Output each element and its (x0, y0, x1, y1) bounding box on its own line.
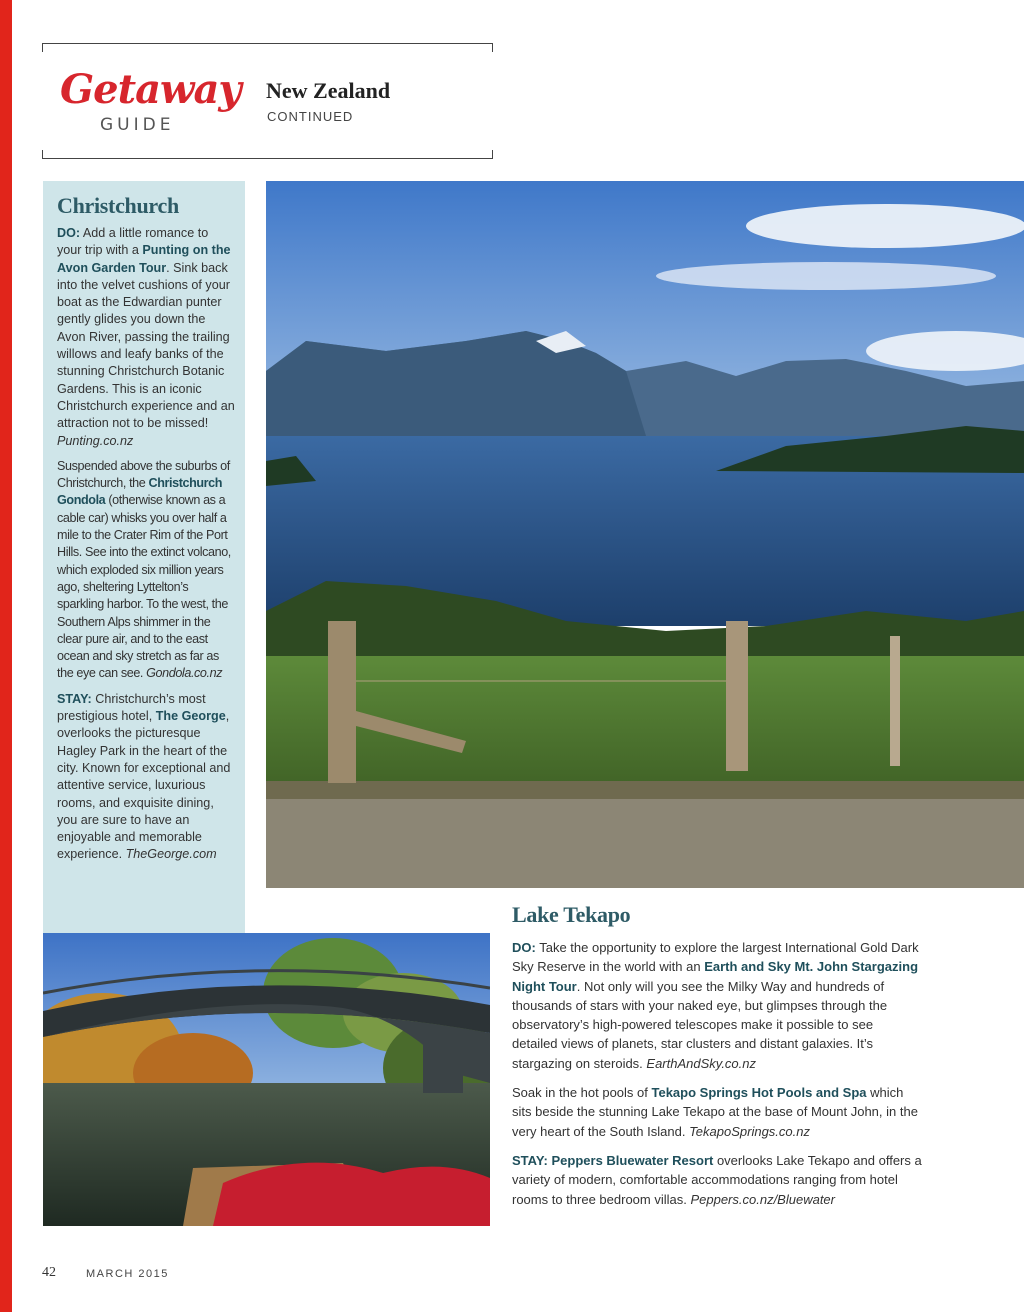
christchurch-do-paragraph (57, 225, 235, 450)
text: overlooks Lake Tekapo and offers a variety of modern, comfortable accommodations ranging from hotel rooms to three bedroom villas. (512, 1152, 922, 1207)
issue-date: MARCH 2015 (86, 1268, 169, 1280)
stay-label: STAY: (512, 1152, 548, 1168)
do-label: DO: (512, 940, 536, 955)
text: Add a little romance to your trip with a (57, 226, 209, 258)
gondola-link[interactable]: Gondola.co.nz (146, 666, 223, 681)
text: Suspended above the suburbs of Christchurch, the (57, 458, 230, 491)
peppers-resort-name: Peppers Bluewater Resort (547, 1152, 714, 1168)
christchurch-sidebar (43, 181, 245, 933)
tekapo-springs-paragraph (512, 1083, 922, 1141)
tekapo-do-paragraph (512, 938, 922, 1073)
tekaposprings-link[interactable]: TekapoSprings.co.nz (689, 1123, 810, 1139)
header-frame-bottom (42, 150, 493, 159)
peppers-link[interactable]: Peppers.co.nz/Bluewater (690, 1191, 835, 1207)
tekapo-stay-paragraph (512, 1151, 922, 1209)
gondola-name: Christchurch Gondola (57, 476, 223, 508)
text: Soak in the hot pools of (512, 1085, 652, 1101)
continued-label: CONTINUED (267, 109, 354, 124)
getaway-guide-logo (60, 66, 241, 140)
lake-tekapo-section (512, 902, 922, 1219)
text: , overlooks the picturesque Hagley Park in the heart of the city. Known for exceptional and attentive service, luxurious rooms, and exquisite dining, you are sure to have an enjoyable and memorable experience. (57, 709, 231, 862)
section-country: New Zealand (266, 78, 391, 103)
text: Take the opportunity to explore the largest International Gold Dark Sky Reserve in the world with an (512, 940, 919, 975)
christchurch-stay-paragraph (57, 691, 235, 864)
tekapo-springs-name: Tekapo Springs Hot Pools and Spa (651, 1085, 867, 1101)
christchurch-gondola-paragraph (57, 458, 235, 683)
text: Christchurch’s most prestigious hotel, (57, 691, 206, 724)
logo-script: Getaway (60, 66, 241, 113)
do-label: DO: (57, 226, 81, 240)
header-frame-top (42, 43, 493, 52)
red-margin-bar (0, 0, 12, 1312)
bridge-photo-illustration (43, 933, 490, 1226)
avon-bridge-photo (43, 933, 490, 1226)
page-number: 42 (42, 1265, 56, 1280)
thegeorge-link[interactable]: TheGeorge.com (125, 847, 217, 862)
lake-landscape-photo (266, 181, 1024, 888)
stay-label: STAY: (57, 691, 92, 706)
text: (otherwise known as a cable car) whisks you over half a mile to the Crater Rim of the Port Hills. See into the extinct volcano, which exploded six million years ago, sheltering Lyttelton’s sparkling harbor. To the west, the Southern Alps shimmer in the clear pure air, and to the east ocean and sky stretch as far as the eye can see. (57, 493, 231, 681)
logo-guide-text: GUIDE (100, 115, 175, 135)
earthandsky-link[interactable]: EarthAndSky.co.nz (646, 1055, 756, 1071)
text: which sits beside the stunning Lake Tekapo at the base of Mount John, in the very heart of the South Island. (512, 1085, 918, 1139)
punting-link[interactable]: Punting.co.nz (57, 433, 134, 448)
punting-tour-name: Punting on the Avon Garden Tour (57, 243, 231, 275)
text: . Not only will you see the Milky Way and hundreds of thousands of stars with your naked eye, but glimpses through the observatory’s high-powered telescopes make it possible to see detailed views of planets, star clusters and distant galaxies. It’s stargazing on steroids. (512, 978, 888, 1071)
lake-photo-illustration (266, 181, 1024, 888)
text: . Sink back into the velvet cushions of your boat as the Edwardian punter gently glides you down the Avon River, passing the trailing willows and leafy banks of the stunning Christchurch Botanic Gardens. This is an iconic Christchurch experience and an attraction not to be missed! (57, 260, 235, 431)
lake-tekapo-title: Lake Tekapo (512, 902, 631, 927)
the-george-name: The George (155, 709, 226, 724)
christchurch-title: Christchurch (57, 193, 179, 218)
stargazing-tour-name: Earth and Sky Mt. John Stargazing Night Tour (512, 959, 919, 994)
